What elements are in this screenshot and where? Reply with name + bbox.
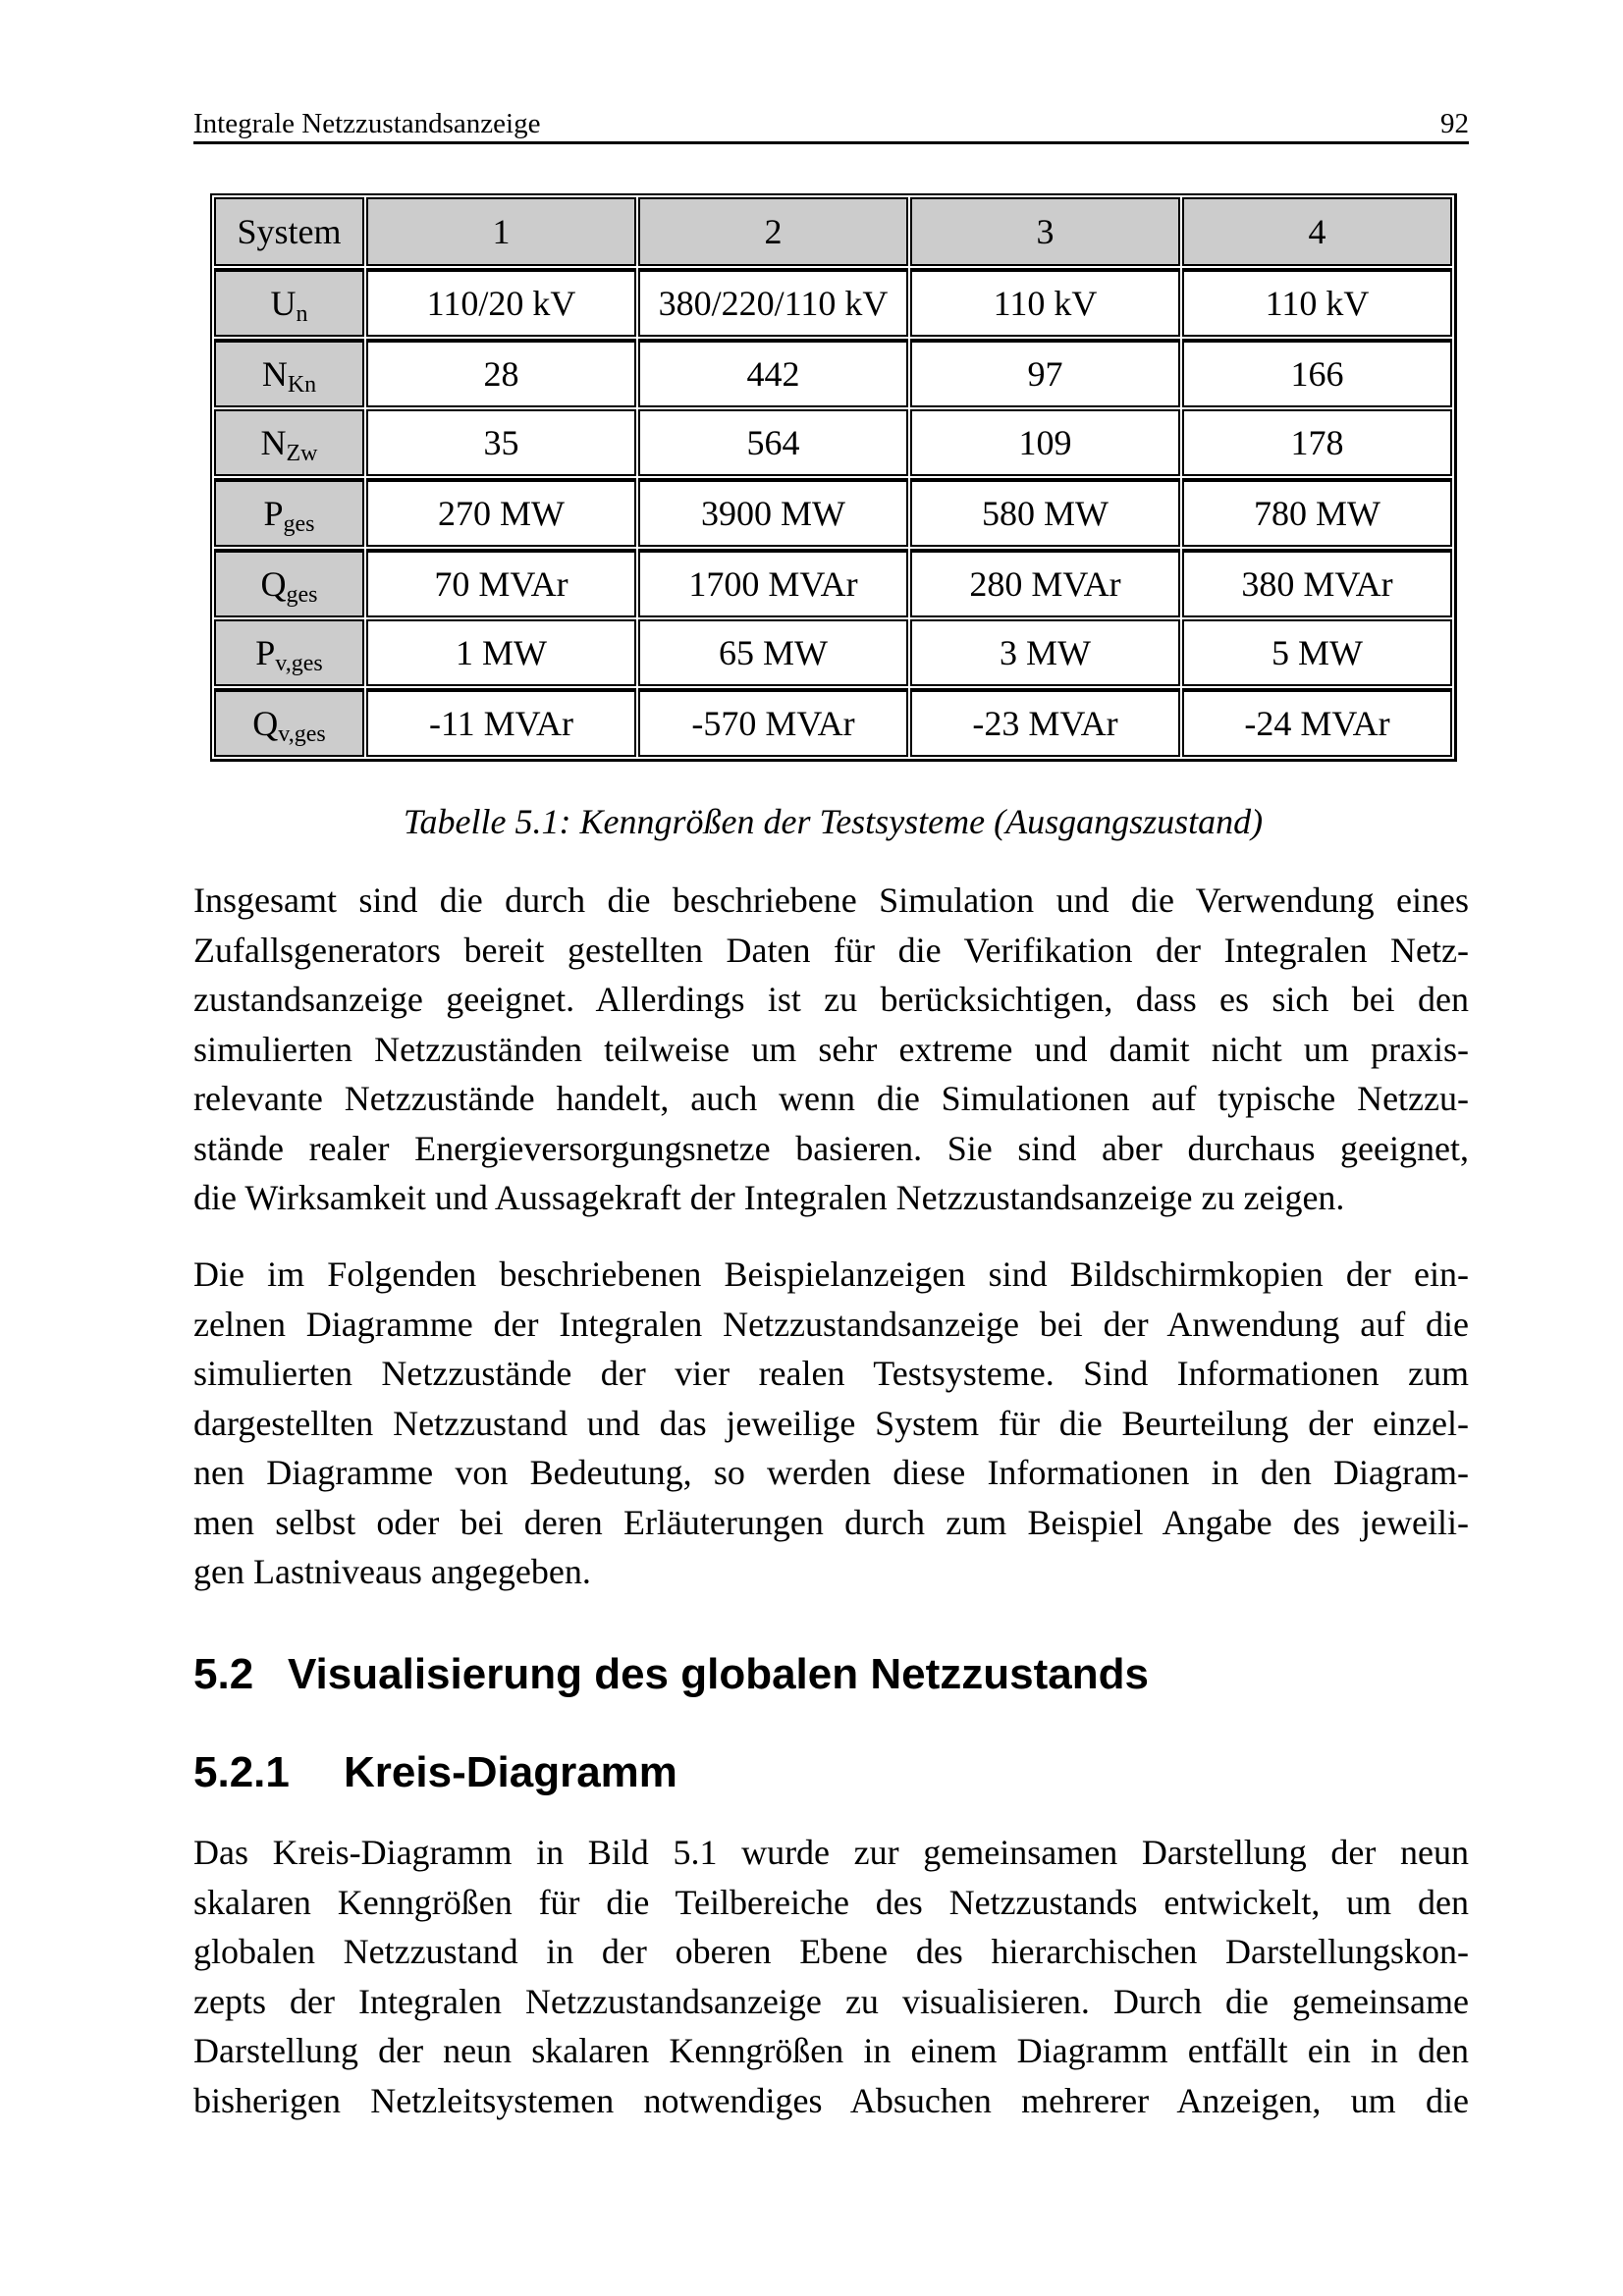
text-line: zelnen Diagramme der Integralen Netzzustandsanzeige bei der Anwendung auf die [193, 1304, 1469, 1344]
table-cell: 110 kV [1182, 268, 1452, 337]
text-line: Darstellung der neun skalaren Kenngrößen in einem Diagramm entfällt ein in den [193, 2031, 1469, 2070]
table-cell: 280 MVAr [910, 549, 1180, 617]
table-cell: -24 MVAr [1182, 688, 1452, 757]
table-cell: 5 MW [1182, 619, 1452, 686]
table-header-cell: 2 [638, 197, 908, 266]
table-cell: 109 [910, 409, 1180, 476]
text-line: die Wirksamkeit und Aussagekraft der Integralen Netzzustandsanzeige zu zeigen. [193, 1178, 1345, 1217]
text-line: Zufallsgenerators bereit gestellten Daten für die Verifikation der Integralen Netz- [193, 930, 1469, 970]
table-cell: -570 MVAr [638, 688, 908, 757]
paragraph-2 [193, 1250, 1469, 1597]
row-header-pges: $P_{ges}$ [214, 478, 364, 547]
table-cell: 442 [638, 339, 908, 407]
text-line: zustandsanzeige geeignet. Allerdings ist zu berücksichtigen, dass es sich bei den [193, 980, 1469, 1019]
table-row [214, 339, 1452, 407]
table-header-cell: 4 [1182, 197, 1452, 266]
row-header-nkn: $N_{Kn}$ [214, 339, 364, 407]
table-cell: 166 [1182, 339, 1452, 407]
table-caption: Tabelle 5.1: Kenngrößen der Testsysteme (Ausgangszustand) [403, 802, 1264, 841]
paragraph-1 [193, 876, 1469, 1223]
paragraph-3 [193, 1828, 1469, 2125]
table-cell: 35 [366, 409, 636, 476]
text-line: relevante Netzzustände handelt, auch wenn die Simulationen auf typische Netzzu- [193, 1079, 1469, 1118]
row-header-qges: $Q_{ges}$ [214, 549, 364, 617]
table-header-cell: 3 [910, 197, 1180, 266]
text-line: zepts der Integralen Netzzustandsanzeige zu visualisieren. Durch die gemeinsame [193, 1981, 1469, 2021]
table-cell: 3900 MW [638, 478, 908, 547]
text-line: Die im Folgenden beschriebenen Beispielanzeigen sind Bildschirmkopien der ein- [193, 1255, 1469, 1294]
table-header-cell: System [214, 197, 364, 266]
row-header-un: $U_n$ [214, 268, 364, 337]
row-header-nzw: $N_{Zw}$ [214, 409, 364, 476]
table-row [214, 619, 1452, 686]
table-cell: 580 MW [910, 478, 1180, 547]
table-cell: 270 MW [366, 478, 636, 547]
test-systems-table [210, 193, 1457, 762]
running-header [193, 106, 1469, 144]
table-cell: -11 MVAr [366, 688, 636, 757]
table-row [214, 409, 1452, 476]
table-cell: 3 MW [910, 619, 1180, 686]
text-line: Das Kreis-Diagramm in Bild 5.1 wurde zur gemeinsamen Darstellung der neun [193, 1833, 1469, 1872]
row-header-pvges: $P_{v,ges}$ [214, 619, 364, 686]
table-cell: 178 [1182, 409, 1452, 476]
table-cell: -23 MVAr [910, 688, 1180, 757]
text-line: simulierten Netzzuständen teilweise um sehr extreme und damit nicht um praxis- [193, 1029, 1469, 1069]
table-row [214, 478, 1452, 547]
table-row [214, 688, 1452, 757]
table-cell: 780 MW [1182, 478, 1452, 547]
text-line: simulierten Netzzustände der vier realen Testsysteme. Sind Informationen zum [193, 1354, 1469, 1393]
running-header-title: Integrale Netzzustandsanzeige [193, 108, 541, 139]
table-cell: 97 [910, 339, 1180, 407]
page-number: 92 [1440, 108, 1469, 139]
row-header-qvges: $Q_{v,ges}$ [214, 688, 364, 757]
table-cell: 110/20 kV [366, 268, 636, 337]
text-line: men selbst oder bei deren Erläuterungen durch zum Beispiel Angabe des jeweili- [193, 1502, 1469, 1542]
text-line: Insgesamt sind die durch die beschriebene Simulation und die Verwendung eines [193, 881, 1469, 920]
section-heading [193, 1649, 1149, 1700]
subsection-number: 5.2.1 [193, 1748, 290, 1796]
table-cell: 564 [638, 409, 908, 476]
section-number: 5.2 [193, 1650, 254, 1698]
table-cell: 28 [366, 339, 636, 407]
table-row [214, 549, 1452, 617]
text-line: bisherigen Netzleitsystemen notwendiges Absuchen mehrerer Anzeigen, um die [193, 2080, 1469, 2120]
table-header-cell: 1 [366, 197, 636, 266]
table-cell: 110 kV [910, 268, 1180, 337]
table-cell: 380 MVAr [1182, 549, 1452, 617]
table-cell: 1700 MVAr [638, 549, 908, 617]
table-header-row [214, 197, 1452, 266]
table-row [214, 268, 1452, 337]
text-line: nen Diagramme von Bedeutung, so werden diese Informationen in den Diagram- [193, 1453, 1469, 1492]
text-line: gen Lastniveaus angegeben. [193, 1552, 591, 1591]
text-line: globalen Netzzustand in der oberen Ebene des hierarchischen Darstellungskon- [193, 1932, 1469, 1971]
text-line: stände realer Energieversorgungsnetze basieren. Sie sind aber durchaus geeignet, [193, 1128, 1469, 1168]
table-cell: 380/220/110 kV [638, 268, 908, 337]
table-cell: 65 MW [638, 619, 908, 686]
subsection-heading [193, 1747, 677, 1798]
table-cell: 1 MW [366, 619, 636, 686]
subsection-title: Kreis-Diagramm [344, 1748, 677, 1796]
text-line: dargestellten Netzzustand und das jeweilige System für die Beurteilung der einzel- [193, 1403, 1469, 1443]
text-line: skalaren Kenngrößen für die Teilbereiche des Netzzustands entwickelt, um den [193, 1882, 1469, 1922]
table-cell: 70 MVAr [366, 549, 636, 617]
section-title: Visualisierung des globalen Netzzustands [288, 1650, 1149, 1698]
